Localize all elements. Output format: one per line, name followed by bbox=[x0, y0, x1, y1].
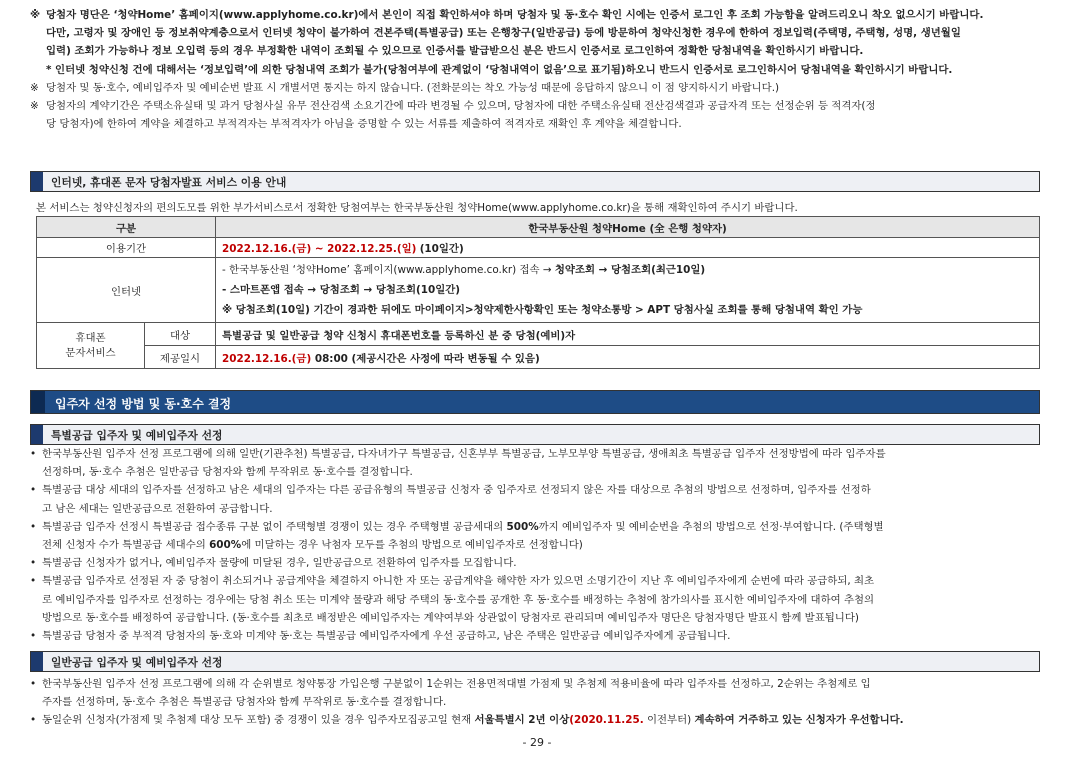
sms-sub-time: 제공일시 bbox=[145, 346, 216, 369]
reference-mark: ※ bbox=[30, 100, 39, 113]
internet-cell bbox=[216, 258, 1040, 323]
bullet-line bbox=[42, 518, 1040, 536]
note-line: 당 당첨자)에 한하여 계약을 체결하고 부적격자는 부적격자가 아님을 증명할 수 있는 서류를 제출하여 적격자로 재확인 후 계약을 체결합니다. bbox=[46, 118, 682, 131]
list-item bbox=[30, 445, 1040, 481]
bullet-line: 한국부동산원 입주자 선정 프로그램에 의해 각 순위별로 청약통장 가입은행 구분없이 1순위는 전용면적대별 가점제 및 추첨제 적용비율에 따라 입주자를 선정하고, 2순위는 추첨제로 입 bbox=[42, 678, 871, 690]
row-label-period: 이용기간 bbox=[37, 238, 216, 258]
reference-mark: ※ bbox=[30, 9, 41, 21]
service-table bbox=[36, 216, 1040, 369]
sms-sub-target: 대상 bbox=[145, 323, 216, 346]
reference-mark: ※ bbox=[30, 81, 39, 94]
list-item bbox=[30, 481, 1040, 517]
bullet-line: 한국부동산원 입주자 선정 프로그램에 의해 일반(기관추천) 특별공급, 다자녀가구 특별공급, 신혼부부 특별공급, 노부모부양 특별공급, 생애최초 특별공급 입주자 선정방법에 따라 입주자를 bbox=[42, 448, 886, 460]
section-accent bbox=[31, 391, 45, 413]
bullet-icon: • bbox=[30, 630, 37, 643]
page-number: - 29 - bbox=[522, 736, 552, 749]
priority-text: 계속하여 거주하고 있는 신청자가 우선합니다. bbox=[694, 714, 904, 727]
bullet-line: 주자를 선정하며, 동·호수 추첨은 특별공급 당첨자와 함께 무작위로 동·호수를 결정합니다. bbox=[42, 696, 447, 709]
sms-time-rest: 08:00 (제공시간은 사정에 따라 변동될 수 있음) bbox=[311, 352, 540, 365]
table-row-sms-target bbox=[37, 323, 1040, 346]
sms-time-cell bbox=[216, 346, 1040, 369]
note-no-written-notice bbox=[30, 79, 1040, 97]
table-row-sms-time bbox=[37, 346, 1040, 369]
list-item bbox=[30, 572, 1040, 627]
bullet-line: 특별공급 대상 세대의 입주자를 선정하고 남은 세대의 입주자는 다른 공급유형의 특별공급 신청자 중 입주자로 선정되지 않은 자를 대상으로 추첨의 방법으로 선정하며, 입주자를 선정하 bbox=[42, 484, 871, 497]
subsection-header-general bbox=[30, 651, 1040, 672]
subsection-title: 특별공급 입주자 및 예비입주자 선정 bbox=[51, 429, 223, 442]
bullet-icon: • bbox=[30, 448, 37, 460]
note-line: 당첨자의 계약기간은 주택소유실태 및 과거 당첨사실 유무 전산검색 소요기간에 따라 변경될 수 있으며, 당첨자에 대한 주택소유실태 전산검색결과 공급자격 또는 선정순위 등 적격자(정 bbox=[46, 100, 876, 113]
percent-500: 500% bbox=[506, 520, 539, 533]
sms-date: 2022.12.16.(금) bbox=[222, 352, 312, 365]
row-label-internet: 인터넷 bbox=[37, 258, 216, 323]
residence-date: (2020.11.25. bbox=[569, 714, 644, 727]
bullet-icon: • bbox=[30, 714, 37, 727]
service-intro-text: 본 서비스는 청약신청자의 편의도모를 위한 부가서비스로서 정확한 당첨여부는 한국부동산원 청약Home(www.applyhome.co.kr)을 통해 재확인하여 주시기 바랍니다. bbox=[36, 202, 798, 214]
row-label-sms: 휴대폰 문자서비스 bbox=[37, 323, 145, 369]
table-row-internet bbox=[37, 258, 1040, 323]
bullet-icon: • bbox=[30, 557, 37, 570]
percent-600: 600% bbox=[209, 539, 242, 552]
table-row-period bbox=[37, 238, 1040, 258]
text-run: 까지 예비입주자 및 예비순번을 추첨의 방법으로 선정·부여합니다. (주택형별 bbox=[538, 520, 884, 533]
text-run: 전체 신청자 수가 특별공급 세대수의 bbox=[42, 539, 210, 552]
sms-target-value: 특별공급 및 일반공급 청약 신청시 휴대폰번호를 등록하신 분 중 당첨(예비)자 bbox=[216, 323, 1040, 346]
period-days: (10일간) bbox=[419, 243, 464, 255]
period-cell bbox=[216, 238, 1040, 258]
list-item bbox=[30, 554, 1040, 572]
bullet-line: 방법으로 동·호수를 배정하여 공급합니다. (동·호수를 최초로 배정받은 예비입주자는 계약여부와 상관없이 당첨자로 관리되며 예비입주자 명단은 당첨자명단 발표시 함께 발표됩니다) bbox=[42, 611, 859, 624]
section-accent bbox=[31, 652, 43, 671]
subsection-title: 일반공급 입주자 및 예비입주자 선정 bbox=[51, 656, 223, 669]
bullet-line bbox=[42, 711, 1040, 729]
text-run: 에 미달하는 경우 낙첨자 모두를 추첨의 방법으로 예비입주자로 선정합니다) bbox=[241, 539, 583, 552]
notice-notes bbox=[30, 6, 1040, 133]
list-item bbox=[30, 711, 1040, 729]
special-supply-bullets bbox=[30, 445, 1040, 645]
internet-line-2: - 스마트폰앱 접속 → 당첨조회 → 당첨조회(10일간) bbox=[222, 284, 461, 296]
list-item bbox=[30, 675, 1040, 711]
subsection-header-special bbox=[30, 424, 1040, 445]
section-title: 인터넷, 휴대폰 문자 당첨자발표 서비스 이용 안내 bbox=[51, 176, 287, 189]
table-header-row bbox=[37, 217, 1040, 238]
seoul-2yr: 서울특별시 2년 이상 bbox=[474, 714, 570, 727]
section-header-internet-sms bbox=[30, 171, 1040, 192]
list-item bbox=[30, 518, 1040, 554]
bullet-line: 특별공급 당첨자 중 부적격 당첨자의 동·호와 미계약 동·호는 특별공급 예비입주자에게 우선 공급하고, 남은 주택은 일반공급 예비입주자에게 공급됩니다. bbox=[42, 630, 731, 643]
bullet-line bbox=[42, 536, 1040, 554]
internet-line-3: ※ 당첨조회(10일) 기간이 경과한 뒤에도 마이페이지>청약제한사항확인 또는 청약소통방 > APT 당첨사실 조회를 통해 당첨내역 확인 가능 bbox=[222, 304, 863, 316]
text-run: 특별공급 입주자 선정시 특별공급 접수종류 구분 없이 주택형별 경쟁이 있는 경우 주택형별 공급세대의 bbox=[42, 520, 507, 533]
note-line: 입력) 조회가 가능하나 정보 오입력 등의 경우 부정확한 내역이 조회될 수 있으므로 인증서를 발급받으신 분은 반드시 인증서로 로그인하여 정확한 당첨내역을 확인하시기 바랍니다. bbox=[46, 45, 864, 58]
text-run: 이전부터) bbox=[643, 714, 695, 727]
internet-line-1 bbox=[222, 260, 1033, 280]
bullet-line: 로 예비입주자를 입주자로 선정하는 경우에는 당첨 취소 또는 미계약 물량과 해당 주택의 동·호수를 공개한 후 동·호수를 배정하는 추첨에 참가의사를 표시한 예비입주자에 대하여 추첨의 bbox=[42, 593, 875, 606]
header-category: 구분 bbox=[37, 217, 216, 238]
note-winner-list bbox=[30, 6, 1040, 79]
note-contract-period bbox=[30, 97, 1040, 133]
bullet-line: 특별공급 입주자로 선정된 자 중 당첨이 취소되거나 공급계약을 체결하지 아니한 자 또는 공급계약을 해약한 자가 있으면 소명기간이 지난 후 예비입주자에게 순번에 따라 공급하되, 최초 bbox=[42, 575, 875, 588]
section-accent bbox=[31, 425, 43, 444]
bullet-icon: • bbox=[30, 575, 37, 588]
list-item bbox=[30, 627, 1040, 645]
bullet-line: 선정하며, 동·호수 추첨은 일반공급 당첨자와 함께 무작위로 동·호수를 결정합니다. bbox=[42, 466, 413, 479]
general-supply-bullets bbox=[30, 675, 1040, 730]
internet-line-1-text: - 한국부동산원 ‘청약Home’ 홈페이지(www.applyhome.co.kr) 접속 → bbox=[222, 264, 555, 276]
section-title: 입주자 선정 방법 및 동·호수 결정 bbox=[55, 397, 232, 411]
bullet-icon: • bbox=[30, 484, 37, 497]
header-provider: 한국부동산원 청약Home (全 은행 청약자) bbox=[216, 217, 1040, 238]
period-dates: 2022.12.16.(금) ~ 2022.12.25.(일) bbox=[222, 243, 417, 255]
section-header-selection bbox=[30, 390, 1040, 414]
bullet-line: 고 남은 세대는 일반공급으로 전환하여 공급합니다. bbox=[42, 502, 273, 515]
note-line: 당첨자 명단은 ‘청약Home’ 홈페이지(www.applyhome.co.kr)에서 본인이 직접 확인하셔야 하며 당첨자 및 동·호수 확인 시에는 인증서 로그인 후 조회 가능함을 알려드리오니 착오 없으시기 바랍니다. bbox=[46, 9, 984, 21]
note-line: 당첨자 및 동·호수, 예비입주자 및 예비순번 발표 시 개별서면 통지는 하지 않습니다. (전화문의는 착오 가능성 때문에 응답하지 않으니 이 점 양지하시기 바랍니다.) bbox=[46, 81, 780, 94]
bullet-icon: • bbox=[30, 520, 37, 533]
note-line: 다만, 고령자 및 장애인 등 정보취약계층으로서 인터넷 청약이 불가하여 견본주택(특별공급) 또는 은행창구(일반공급) 등에 방문하여 청약신청한 경우에 한하여 정보입력(주택명, 주택형, 성명, 생년월일 bbox=[46, 27, 961, 40]
bullet-icon: • bbox=[30, 678, 37, 690]
internet-line-1-bold: 청약조회 → 당첨조회(최근10일) bbox=[554, 264, 706, 276]
note-line: * 인터넷 청약신청 건에 대해서는 ‘정보입력’에 의한 당첨내역 조회가 불가(당첨여부에 관계없이 ‘당첨내역이 없음’으로 표기됨)하오니 반드시 인증서로 로그인하시어 당첨내역을 확인하시기 바랍니다. bbox=[46, 63, 953, 76]
bullet-line: 특별공급 신청자가 없거나, 예비입주자 물량에 미달된 경우, 일반공급으로 전환하여 입주자를 모집합니다. bbox=[42, 557, 517, 570]
section-accent bbox=[31, 172, 43, 191]
text-run: 동일순위 신청자(가점제 및 추첨제 대상 모두 포함) 중 경쟁이 있을 경우 입주자모집공고일 현재 bbox=[42, 714, 475, 727]
